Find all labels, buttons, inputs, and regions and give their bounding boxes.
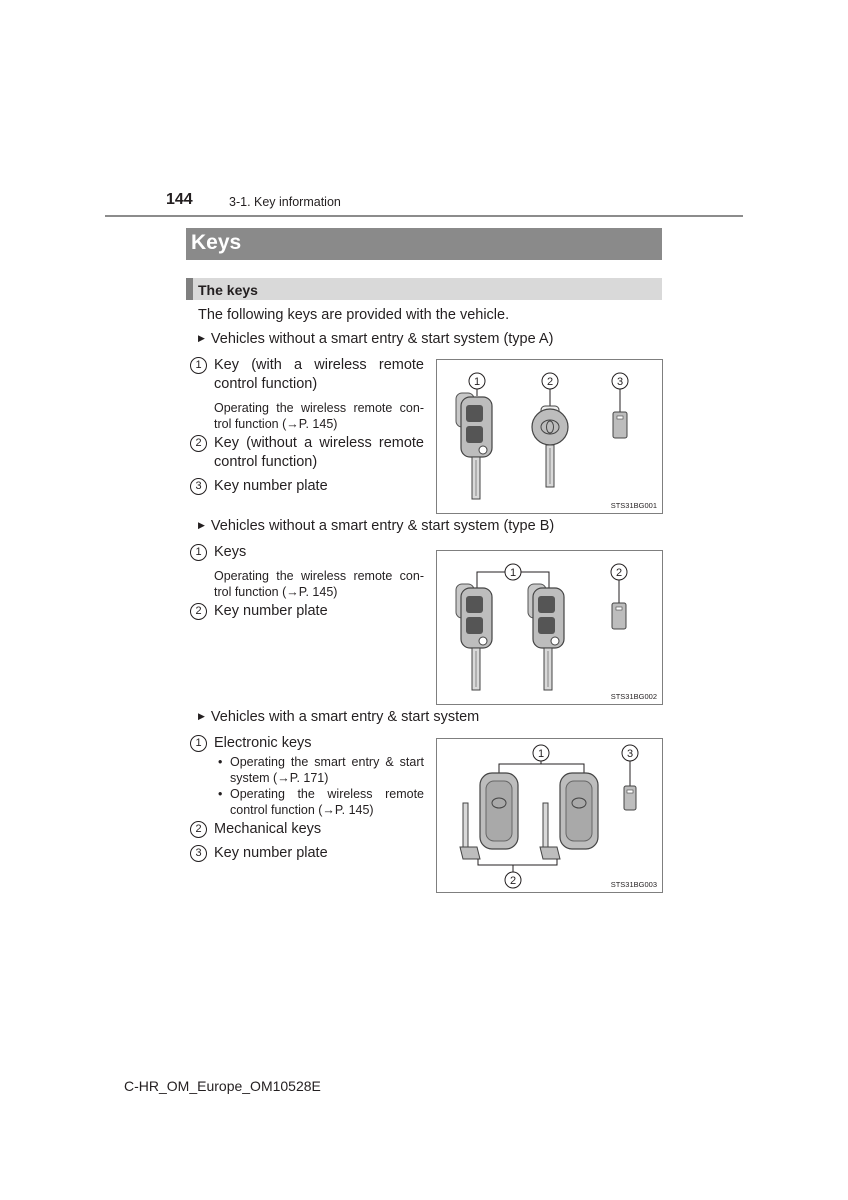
item-text: Key number plate bbox=[214, 603, 328, 619]
svg-text:2: 2 bbox=[509, 875, 517, 887]
group-c-item-2 bbox=[190, 820, 424, 839]
callout-number: 1 bbox=[190, 735, 207, 752]
svg-text:1: 1 bbox=[473, 376, 481, 388]
group-a-item-2 bbox=[190, 434, 424, 472]
callout-number: 3 bbox=[190, 478, 207, 495]
callout-1-icon bbox=[533, 745, 549, 761]
callout-number: 1 bbox=[190, 357, 207, 374]
item-text: Electronic keys bbox=[214, 735, 312, 751]
figure-code: STS31BG003 bbox=[610, 880, 657, 889]
page-number: 144 bbox=[166, 191, 193, 208]
group-b-item-2 bbox=[190, 602, 424, 621]
callout-number: 2 bbox=[190, 603, 207, 620]
group-a-item-3 bbox=[190, 477, 424, 496]
sub-bullet: • Operating the wireless remote control function (→P. 145) bbox=[218, 787, 424, 817]
item-text: Mechanical keys bbox=[214, 821, 322, 837]
section-label: 3-1. Key information bbox=[229, 195, 341, 209]
footer-doc-id: C-HR_OM_Europe_OM10528E bbox=[124, 1078, 321, 1094]
sub-bullet: • Operating the smart entry & start system (→P. 171) bbox=[218, 755, 424, 785]
figure-smart-keys bbox=[436, 738, 663, 893]
callout-1-icon bbox=[469, 373, 485, 389]
smart-keys-illustration bbox=[437, 739, 662, 892]
header-rule bbox=[105, 215, 743, 217]
page-title: Keys bbox=[191, 231, 242, 254]
sub-bullet-text: Operating the wireless remote control function (→P. 145) bbox=[230, 787, 424, 817]
svg-text:3: 3 bbox=[616, 376, 624, 388]
key-number-plate-icon bbox=[624, 786, 636, 810]
electronic-key-icon bbox=[480, 773, 518, 849]
subtitle-accent bbox=[186, 278, 193, 300]
item-text: Key number plate bbox=[214, 478, 328, 494]
electronic-key-icon bbox=[560, 773, 598, 849]
callout-number: 2 bbox=[190, 435, 207, 452]
callout-3-icon bbox=[612, 373, 628, 389]
keys-type-b-illustration bbox=[437, 551, 662, 704]
remote-key-icon bbox=[456, 584, 492, 690]
callout-2-icon bbox=[542, 373, 558, 389]
group-c-heading bbox=[198, 709, 479, 725]
keys-type-a-illustration bbox=[437, 360, 662, 513]
group-a-heading bbox=[198, 331, 553, 347]
callout-1-icon bbox=[505, 564, 521, 580]
group-c-sub-bullets bbox=[218, 754, 424, 818]
svg-text:2: 2 bbox=[546, 376, 554, 388]
group-a-heading-text: Vehicles without a smart entry & start system (type A) bbox=[210, 331, 554, 347]
group-c-item-1 bbox=[190, 734, 424, 753]
figure-keys-type-b bbox=[436, 550, 663, 705]
group-c-heading-text: Vehicles with a smart entry & start system bbox=[210, 709, 480, 725]
sub-bullet-text: Operating the smart entry & start system (→P. 171) bbox=[230, 755, 424, 785]
intro-text: The following keys are provided with the vehicle. bbox=[198, 307, 510, 323]
svg-text:2: 2 bbox=[615, 567, 623, 579]
subtitle-bar bbox=[186, 278, 662, 300]
callout-number: 2 bbox=[190, 821, 207, 838]
figure-keys-type-a bbox=[436, 359, 663, 514]
figure-code: STS31BG002 bbox=[610, 692, 657, 701]
callout-number: 1 bbox=[190, 544, 207, 561]
remote-key-icon bbox=[456, 393, 492, 499]
svg-text:1: 1 bbox=[537, 748, 545, 760]
callout-2-icon bbox=[611, 564, 627, 580]
callout-2-icon bbox=[505, 872, 521, 888]
callout-number: 3 bbox=[190, 845, 207, 862]
triangle-bullet-icon: ▶ bbox=[198, 333, 205, 343]
group-b-item-1 bbox=[190, 543, 424, 562]
item-text: Key (with a wireless remote control function) bbox=[214, 357, 424, 392]
group-c-item-3 bbox=[190, 844, 424, 863]
group-a-note: Operating the wireless remote con-trol function (→P. 145) bbox=[214, 401, 424, 431]
mechanical-key-icon bbox=[540, 803, 560, 859]
key-number-plate-icon bbox=[613, 412, 627, 438]
callout-3-icon bbox=[622, 745, 638, 761]
remote-key-icon bbox=[528, 584, 564, 690]
group-a-item-1 bbox=[190, 356, 424, 394]
item-text: Keys bbox=[214, 544, 247, 560]
svg-text:1: 1 bbox=[509, 567, 517, 579]
item-text: Key number plate bbox=[214, 845, 328, 861]
key-without-remote-icon bbox=[532, 406, 568, 487]
subtitle: The keys bbox=[198, 282, 258, 298]
group-b-heading-text: Vehicles without a smart entry & start system (type B) bbox=[210, 518, 555, 534]
figure-code: STS31BG001 bbox=[610, 501, 657, 510]
mechanical-key-icon bbox=[460, 803, 480, 859]
group-b-heading bbox=[198, 518, 554, 534]
title-bar bbox=[186, 228, 662, 260]
item-text: Key (without a wireless remote control function) bbox=[214, 435, 424, 470]
triangle-bullet-icon: ▶ bbox=[198, 520, 205, 530]
key-number-plate-icon bbox=[612, 603, 626, 629]
svg-text:3: 3 bbox=[626, 748, 634, 760]
triangle-bullet-icon: ▶ bbox=[198, 711, 205, 721]
group-b-note: Operating the wireless remote con-trol function (→P. 145) bbox=[214, 569, 424, 599]
